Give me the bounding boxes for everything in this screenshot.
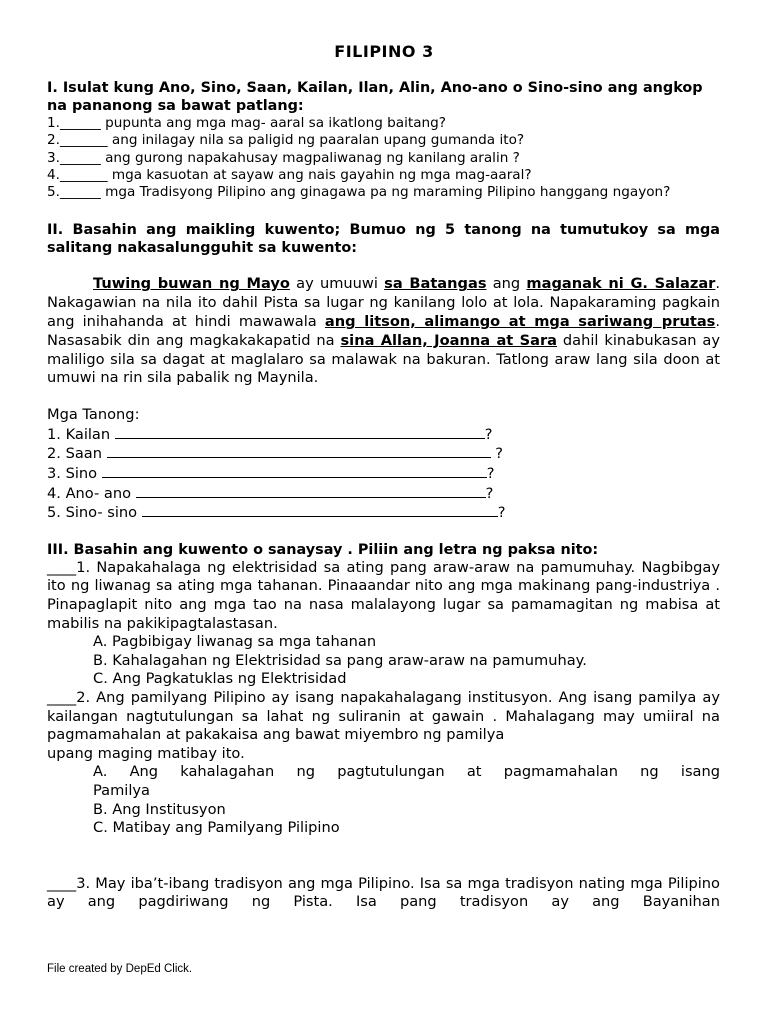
reading-passage-3: ____3. May iba’t-ibang tradisyon ang mga Pilipino. Isa sa mga tradisyon nating mga Pilipino ay ang pagdiriwang ng Pista. Isa pang tradisyon ay ang Bayanihan <box>47 874 720 911</box>
answer-blank[interactable] <box>102 464 487 478</box>
answer-blank[interactable] <box>142 503 498 517</box>
footer-credit: File created by DepEd Click. <box>47 963 193 975</box>
section1-item-2: 2._______ ang inilagay nila sa paligid ng paaralan upang gumanda ito? <box>47 132 525 149</box>
section2-heading: II. Basahin ang maikling kuwento; Bumuo ng 5 tanong na tumutukoy sa mga salitang nakasalungguhit sa kuwento: <box>47 222 720 257</box>
reading-passage-1: ____1. Napakahalaga ng elektrisidad sa ating pang araw-araw na pamumuhay. Nagbibgay ito ng liwanag sa ating mga tahanan. Pinaaandar nito ang mga makinang pang-industriya . Pinapaglapit nito ang mga tao na nasa malalayong lugar sa pamamagitan ng mabisa at mabilis na pakikipagtalastasan. <box>47 558 720 632</box>
questions-label: Mga Tanong: <box>47 406 140 424</box>
reading-passage-2-cont: upang maging matibay ito. <box>47 744 245 762</box>
section3-body <box>47 559 720 912</box>
worksheet-content <box>47 79 720 912</box>
section1-heading: I. Isulat kung Ano, Sino, Saan, Kailan, Ilan, Alin, Ano-ano o Sino-sino ang angkop na pananong sa bawat patlang: <box>47 80 703 114</box>
story-text: . Nasasabik din ang magkakakapatid na <box>47 313 720 349</box>
page-title: FILIPINO 3 <box>334 42 434 61</box>
question-item: 1. Kailan ? <box>47 425 493 443</box>
answer-blank[interactable] <box>107 444 491 458</box>
section1-item-4: 4._______ mga kasuotan at sayaw ang nais gayahin ng mga mag-aaral? <box>47 166 532 183</box>
underlined-when: Tuwing buwan ng Mayo <box>93 275 290 293</box>
section1-item-3: 3.______ ang gurong napakahusay magpaliwanag ng kanilang aralin ? <box>47 149 520 166</box>
choice-option: A. Pagbibigay liwanag sa mga tahanan <box>93 633 377 651</box>
answer-blank[interactable] <box>115 425 485 439</box>
question-item: 3. Sino ? <box>47 465 495 483</box>
story-text: . Nakagawian na nila ito dahil Pista sa lugar ng kanilang lolo at lola. Napakaraming pagkain ang inihahanda at hindi mawawala <box>47 275 721 331</box>
question-list <box>47 406 720 523</box>
story-text: dahil kinabukasan ay maliligo sila sa dagat at maglalaro sa malawak na bakuran. Tatlong araw lang sila doon at umuwi na rin sila pabalik ng Maynila. <box>47 331 720 387</box>
question-item: 2. Saan ? <box>47 445 503 463</box>
choice-option: C. Matibay ang Pamilyang Pilipino <box>93 819 340 837</box>
choice-option: C. Ang Pagkatuklas ng Elektrisidad <box>93 670 347 688</box>
story-paragraph <box>47 275 720 388</box>
underlined-whom: sina Allan, Joanna at Sara <box>340 331 558 349</box>
story-text: ay umuuwi <box>289 275 385 293</box>
section3-heading: III. Basahin ang kuwento o sanaysay . Piliin ang letra ng paksa nito: <box>47 541 599 558</box>
question-item: 5. Sino- sino ? <box>47 504 506 522</box>
question-item: 4. Ano- ano ? <box>47 484 494 502</box>
underlined-where: sa Batangas <box>384 275 487 293</box>
underlined-who: maganak ni G. Salazar <box>526 275 716 293</box>
choice-option-cont: Pamilya <box>93 781 150 799</box>
answer-blank[interactable] <box>136 484 486 498</box>
underlined-what: ang litson, alimango at mga sariwang prutas <box>324 313 716 331</box>
section1-item-5: 5.______ mga Tradisyong Pilipino ang ginagawa pa ng maraming Pilipino hanggang ngayon? <box>47 184 671 201</box>
choice-option: B. Kahalagahan ng Elektrisidad sa pang araw-araw na pamumuhay. <box>93 651 587 669</box>
reading-passage-2: ____2. Ang pamilyang Pilipino ay isang napakahalagang institusyon. Ang isang pamilya ay kailangan nagtutulungan sa lahat ng suliranin at gawain . Mahalagang may umiiral na pagmamahalan at pakakaisa ang bawat miyembro ng pamilya <box>47 688 720 744</box>
section1-item-1: 1.______ pupunta ang mga mag- aaral sa ikatlong baitang? <box>47 115 446 131</box>
story-text: ang <box>486 275 527 293</box>
choice-option: A. Ang kahalagahan ng pagtutulungan at pagmamahalan ng isang <box>93 763 720 781</box>
choice-option: B. Ang Institusyon <box>93 800 226 818</box>
